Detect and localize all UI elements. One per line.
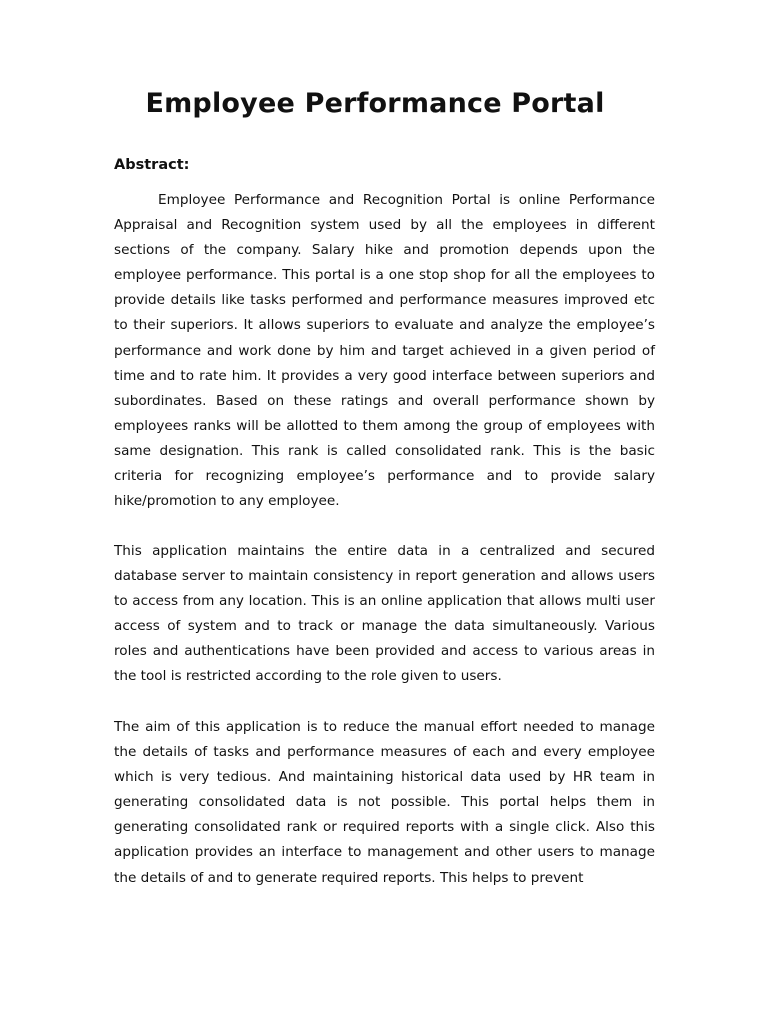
abstract-paragraph-3: The aim of this application is to reduce the manual effort needed to manage the details of tasks and performance measures of each and every employee which is very tedious. And maintaining historical data used by HR team in generating consolidated data is not possible. This portal helps them in generating consolidated rank or required reports with a single click. Also this application provides an interface to management and other users to manage the details of and to generate required reports. This helps to prevent bbox=[114, 719, 655, 886]
abstract-heading: Abstract: bbox=[114, 157, 190, 173]
abstract-paragraph-2: This application maintains the entire data in a centralized and secured database server to maintain consistency in report generation and allows users to access from any location. This is an online application that allows multi user access of system and to track or manage the data simultaneously. Various roles and authentications have been provided and access to various areas in the tool is restricted according to the role given to users. bbox=[114, 543, 655, 685]
document-title: Employee Performance Portal bbox=[145, 88, 605, 119]
abstract-paragraph-1: Employee Performance and Recognition Portal is online Performance Appraisal and Recognition system used by all the employees in different sections of the company. Salary hike and promotion depends upon the employee performance. This portal is a one stop shop for all the employees to provide details like tasks performed and performance measures improved etc to their superiors. It allows superiors to evaluate and analyze the employee’s performance and work done by him and target achieved in a given period of time and to rate him. It provides a very good interface between superiors and subordinates. Based on these ratings and overall performance shown by employees ranks will be allotted to them among the group of employees with same designation. This rank is called consolidated rank. This is the basic criteria for recognizing employee’s performance and to provide salary hike/promotion to any employee. bbox=[114, 192, 655, 510]
